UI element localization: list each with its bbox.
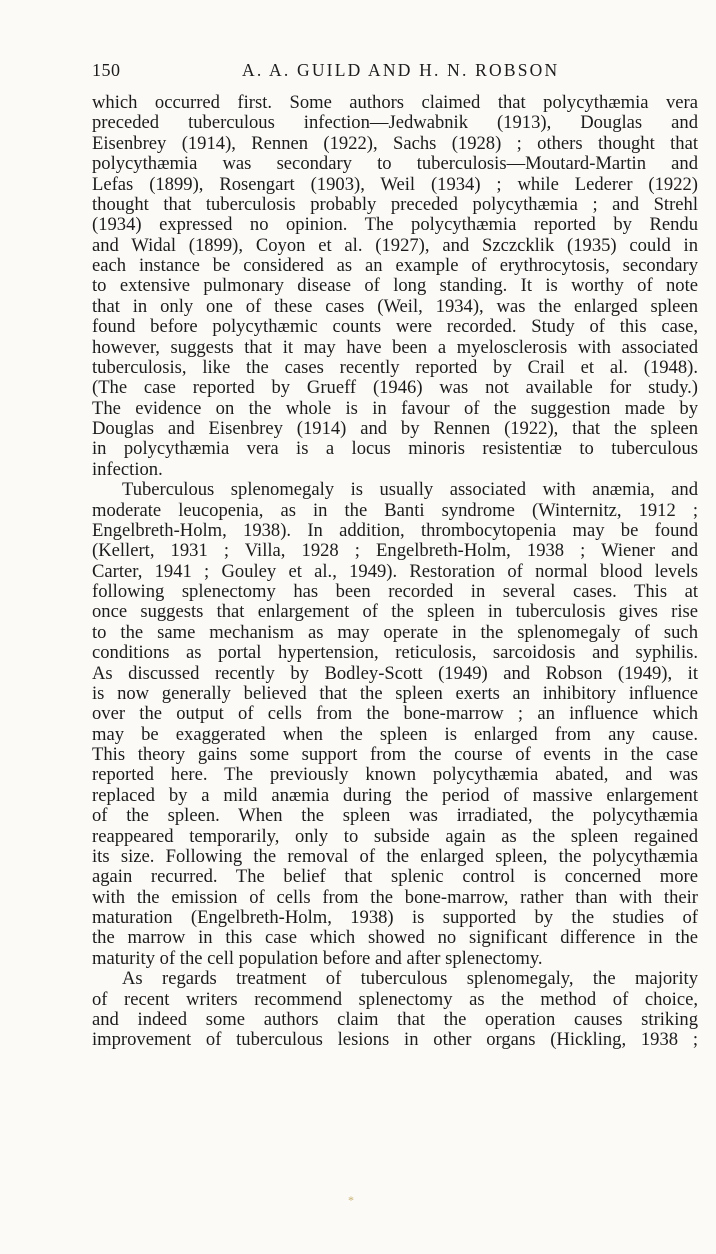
text-line: and Widal (1899), Coyon et al. (1927), and Szczcklik (1935) could in: [92, 235, 698, 256]
text-line: over the output of cells from the bone-marrow ; an influence which: [92, 704, 698, 725]
text-line: found before polycythæmic counts were recorded. Study of this case,: [92, 317, 698, 338]
text-line: reported here. The previously known polycythæmia abated, and was: [92, 765, 698, 786]
text-line: again recurred. The belief that splenic control is concerned more: [92, 867, 698, 888]
text-line: with the emission of cells from the bone-marrow, rather than with their: [92, 887, 698, 908]
text-line: As regards treatment of tuberculous splenomegaly, the majority: [122, 969, 698, 990]
paragraph: [92, 93, 698, 480]
text-line: reappeared temporarily, only to subside again as the spleen regained: [92, 826, 698, 847]
text-line: replaced by a mild anæmia during the period of massive enlargement: [92, 785, 698, 806]
text-line: (The case reported by Grueff (1946) was not available for study.): [92, 378, 698, 399]
page-number: 150: [92, 60, 121, 80]
text-line: Engelbreth-Holm, 1938). In addition, thrombocytopenia may be found: [92, 520, 698, 541]
text-line: conditions as portal hypertension, reticulosis, sarcoidosis and syphilis.: [92, 643, 698, 664]
text-line: Lefas (1899), Rosengart (1903), Weil (1934) ; while Lederer (1922): [92, 174, 698, 195]
text-line: once suggests that enlargement of the spleen in tuberculosis gives rise: [92, 602, 698, 623]
text-line: in polycythæmia vera is a locus minoris resistentiæ to tuberculous: [92, 439, 698, 460]
text-line: its size. Following the removal of the enlarged spleen, the polycythæmia: [92, 846, 698, 867]
paragraph: [92, 969, 698, 1051]
text-line: thought that tuberculosis probably preceded polycythæmia ; and Strehl: [92, 194, 698, 215]
text-line: of recent writers recommend splenectomy as the method of choice,: [92, 989, 698, 1010]
text-line: Douglas and Eisenbrey (1914) and by Rennen (1922), that the spleen: [92, 419, 698, 439]
text-line: maturation (Engelbreth-Holm, 1938) is supported by the studies of: [92, 908, 698, 928]
text-line: moderate leucopenia, as in the Banti syndrome (Winternitz, 1912 ;: [92, 500, 698, 521]
text-line: of the spleen. When the spleen was irradiated, the polycythæmia: [92, 806, 698, 827]
text-line: infection.: [92, 459, 163, 480]
text-line: to extensive pulmonary disease of long standing. It is worthy of note: [92, 276, 698, 297]
text-line: may be exaggerated when the spleen is enlarged from any cause.: [92, 724, 698, 745]
text-line: following splenectomy has been recorded in several cases. This at: [92, 582, 698, 602]
body-text: [92, 93, 698, 1051]
text-line: Eisenbrey (1914), Rennen (1922), Sachs (1928) ; others thought that: [92, 133, 698, 154]
text-line: to the same mechanism as may operate in the splenomegaly of such: [92, 622, 698, 643]
paragraph: [92, 480, 698, 969]
text-line: which occurred first. Some authors claimed that polycythæmia vera: [92, 93, 698, 113]
text-line: Tuberculous splenomegaly is usually associated with anæmia, and: [122, 480, 698, 501]
text-line: This theory gains some support from the course of events in the case: [92, 745, 698, 765]
text-line: the marrow in this case which showed no significant difference in the: [92, 928, 698, 949]
printer-mark: *: [348, 1193, 354, 1207]
text-line: maturity of the cell population before and after splenectomy.: [92, 948, 543, 969]
text-line: tuberculosis, like the cases recently reported by Crail et al. (1948).: [92, 357, 698, 378]
text-line: and indeed some authors claim that the operation causes striking: [92, 1009, 698, 1030]
text-line: improvement of tuberculous lesions in other organs (Hickling, 1938 ;: [92, 1030, 698, 1051]
text-line: polycythæmia was secondary to tuberculosis—Moutard-Martin and: [92, 154, 698, 175]
text-line: Carter, 1941 ; Gouley et al., 1949). Restoration of normal blood levels: [92, 561, 698, 582]
text-line: preceded tuberculous infection—Jedwabnik (1913), Douglas and: [92, 113, 698, 134]
text-line: that in only one of these cases (Weil, 1934), was the enlarged spleen: [92, 296, 698, 317]
text-line: The evidence on the whole is in favour of the suggestion made by: [92, 398, 698, 419]
text-line: however, suggests that it may have been a myelosclerosis with associated: [92, 337, 698, 358]
text-line: is now generally believed that the spleen exerts an inhibitory influence: [92, 683, 698, 704]
page-header: [92, 60, 696, 84]
running-head: A. A. GUILD AND H. N. ROBSON: [242, 60, 560, 80]
text-line: (1934) expressed no opinion. The polycythæmia reported by Rendu: [92, 215, 698, 236]
text-line: (Kellert, 1931 ; Villa, 1928 ; Engelbreth-Holm, 1938 ; Wiener and: [92, 541, 698, 562]
text-line: As discussed recently by Bodley-Scott (1949) and Robson (1949), it: [92, 663, 698, 684]
text-line: each instance be considered as an example of erythrocytosis, secondary: [92, 256, 698, 276]
